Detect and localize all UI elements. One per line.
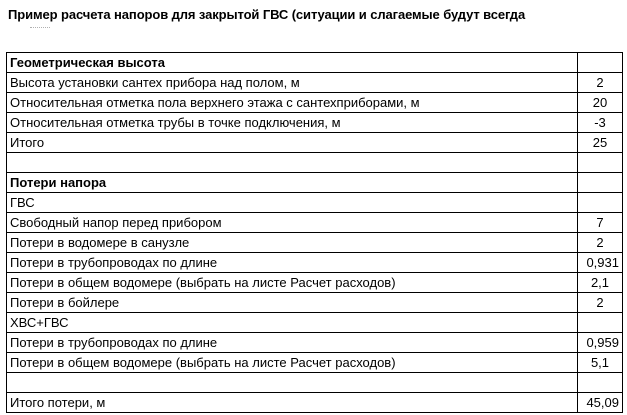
table-row (7, 93, 623, 113)
row-value (578, 313, 623, 333)
row-label: Относительная отметка трубы в точке подключения, м (7, 113, 578, 133)
row-label: ГВС (7, 193, 578, 213)
row-label: Свободный напор перед прибором (7, 213, 578, 233)
table-row (7, 73, 623, 93)
row-value (578, 193, 623, 213)
row-label: Потери в трубопроводах по длине (7, 253, 578, 273)
row-value: 7 (578, 213, 623, 233)
row-label: Потери в водомере в санузле (7, 233, 578, 253)
table-row (7, 273, 623, 293)
row-value: 0,931 (578, 253, 623, 273)
row-value: 2 (578, 73, 623, 93)
row-value (578, 173, 623, 193)
row-value: 45,09 (578, 393, 623, 413)
row-label (7, 153, 578, 173)
table-row (7, 113, 623, 133)
row-value (578, 373, 623, 393)
pressure-calc-table-body (7, 53, 623, 413)
row-label: Потери в общем водомере (выбрать на листе Расчет расходов) (7, 273, 578, 293)
table-row (7, 53, 623, 73)
pressure-calc-table (6, 52, 623, 413)
row-value (578, 153, 623, 173)
table-row (7, 133, 623, 153)
table-row (7, 193, 623, 213)
row-value: -3 (578, 113, 623, 133)
row-label: Относительная отметка пола верхнего этажа с сантехприборами, м (7, 93, 578, 113)
table-row (7, 393, 623, 413)
row-label: Потери в бойлере (7, 293, 578, 313)
table-row (7, 173, 623, 193)
table-row (7, 233, 623, 253)
row-label: Потери напора (7, 173, 578, 193)
row-value: 2,1 (578, 273, 623, 293)
row-value: 25 (578, 133, 623, 153)
title-overflow-fragment (30, 27, 50, 30)
row-value (578, 53, 623, 73)
row-label: Итого (7, 133, 578, 153)
table-row (7, 153, 623, 173)
row-label: Потери в трубопроводах по длине (7, 333, 578, 353)
page-title: Пример расчета напоров для закрытой ГВС (ситуации и слагаемые будут всегда (8, 7, 526, 22)
table-row (7, 353, 623, 373)
table-row (7, 253, 623, 273)
table-row (7, 293, 623, 313)
row-label: Потери в общем водомере (выбрать на листе Расчет расходов) (7, 353, 578, 373)
row-label: Итого потери, м (7, 393, 578, 413)
row-value: 20 (578, 93, 623, 113)
table-row (7, 373, 623, 393)
table-row (7, 313, 623, 333)
row-value: 2 (578, 233, 623, 253)
row-label: Высота установки сантех прибора над полом, м (7, 73, 578, 93)
row-label (7, 373, 578, 393)
row-value: 5,1 (578, 353, 623, 373)
row-label: ХВС+ГВС (7, 313, 578, 333)
table-row (7, 213, 623, 233)
table-row (7, 333, 623, 353)
row-value: 2 (578, 293, 623, 313)
row-value: 0,959 (578, 333, 623, 353)
row-label: Геометрическая высота (7, 53, 578, 73)
